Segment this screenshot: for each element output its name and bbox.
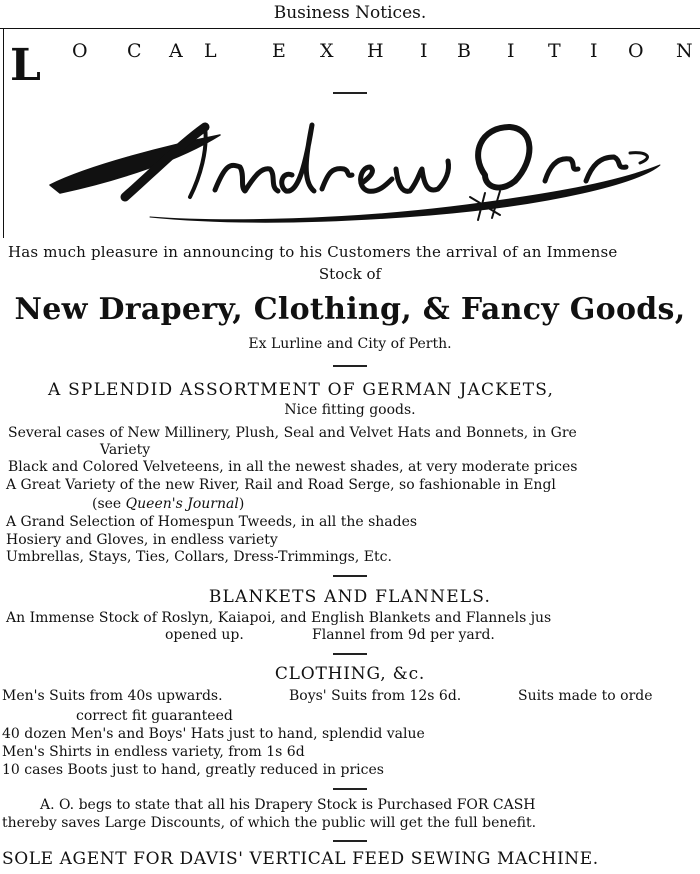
list-item: A Grand Selection of Homespun Tweeds, in all the shades [6,514,418,530]
cash-notice-line-1: A. O. begs to state that all his Drapery Stock is Purchased FOR CASH [40,797,536,813]
list-item: Umbrellas, Stays, Ties, Collars, Dress-Trimmings, Etc. [6,549,392,565]
intro-line-2: Stock of [318,265,382,283]
exhibition-letter: N [676,40,693,62]
section-title: Business Notices. [273,3,427,23]
blankets-line-2a: opened up. [165,627,244,643]
queens-journal-title: Queen's Journal [125,496,239,512]
clothing-line-1a: Men's Suits from 40s upwards. [2,688,223,704]
separator [333,788,367,790]
blankets-line-1: An Immense Stock of Roslyn, Kaiapoi, and English Blankets and Flannels jus [6,610,552,626]
blankets-heading: BLANKETS AND FLANNELS. [208,587,492,607]
clothing-line-5: 10 cases Boots just to hand, greatly reduced in prices [2,762,384,778]
list-item: Black and Colored Velveteens, in all the newest shades, at very moderate prices [8,459,578,475]
main-headline: New Drapery, Clothing, & Fancy Goods, [14,292,686,327]
headline-subtitle: Ex Lurline and City of Perth. [248,336,452,352]
exhibition-letter: B [457,40,471,62]
separator [333,575,367,577]
exhibition-letter: X [320,40,334,62]
clothing-heading: CLOTHING, &c. [274,664,426,684]
list-item: A Great Variety of the new River, Rail and Road Serge, so fashionable in Engl [6,477,556,493]
separator [333,840,367,842]
blankets-line-2b: Flannel from 9d per yard. [312,627,495,643]
left-border [3,28,4,238]
sole-agent-line: SOLE AGENT FOR DAVIS' VERTICAL FEED SEWING MACHINE. [2,849,599,869]
signature-graphic [30,105,680,235]
exhibition-letter: C [127,40,142,62]
drop-cap-letter: L [10,40,41,91]
intro-line-1: Has much pleasure in announcing to his Customers the arrival of an Immense [8,243,618,261]
exhibition-letter: E [272,40,286,62]
clothing-line-2: correct fit guaranteed [76,708,233,724]
separator [333,365,367,367]
list-item: Several cases of New Millinery, Plush, Seal and Velvet Hats and Bonnets, in Gre [8,425,577,441]
list-item-continued [92,496,244,512]
exhibition-letter: H [367,40,384,62]
exhibition-letter: L [204,40,217,62]
exhibition-letter: T [548,40,561,62]
close-paren: ) [238,496,245,512]
list-item-continued: Variety [100,442,151,458]
clothing-line-1c: Suits made to orde [518,688,653,704]
cash-notice-line-2: thereby saves Large Discounts, of which the public will get the full benefit. [2,815,537,831]
exhibition-letter: A [169,40,183,62]
see-text: (see [92,496,126,512]
separator [333,653,367,655]
signature-andrew-orr [30,105,680,235]
clothing-line-4: Men's Shirts in endless variety, from 1s 6d [2,744,305,760]
clothing-line-1b: Boys' Suits from 12s 6d. [289,688,462,704]
exhibition-letter: I [507,40,515,62]
jackets-heading: A SPLENDID ASSORTMENT OF GERMAN JACKETS, [48,380,555,400]
separator [333,92,367,94]
exhibition-letter: I [590,40,598,62]
jackets-subheading: Nice fitting goods. [284,402,416,418]
exhibition-letter: O [72,40,88,62]
exhibition-letter: I [420,40,428,62]
list-item: Hosiery and Gloves, in endless variety [6,532,278,548]
clothing-line-3: 40 dozen Men's and Boys' Hats just to hand, splendid value [2,726,425,742]
exhibition-letter: O [628,40,644,62]
header-rule [0,28,700,29]
